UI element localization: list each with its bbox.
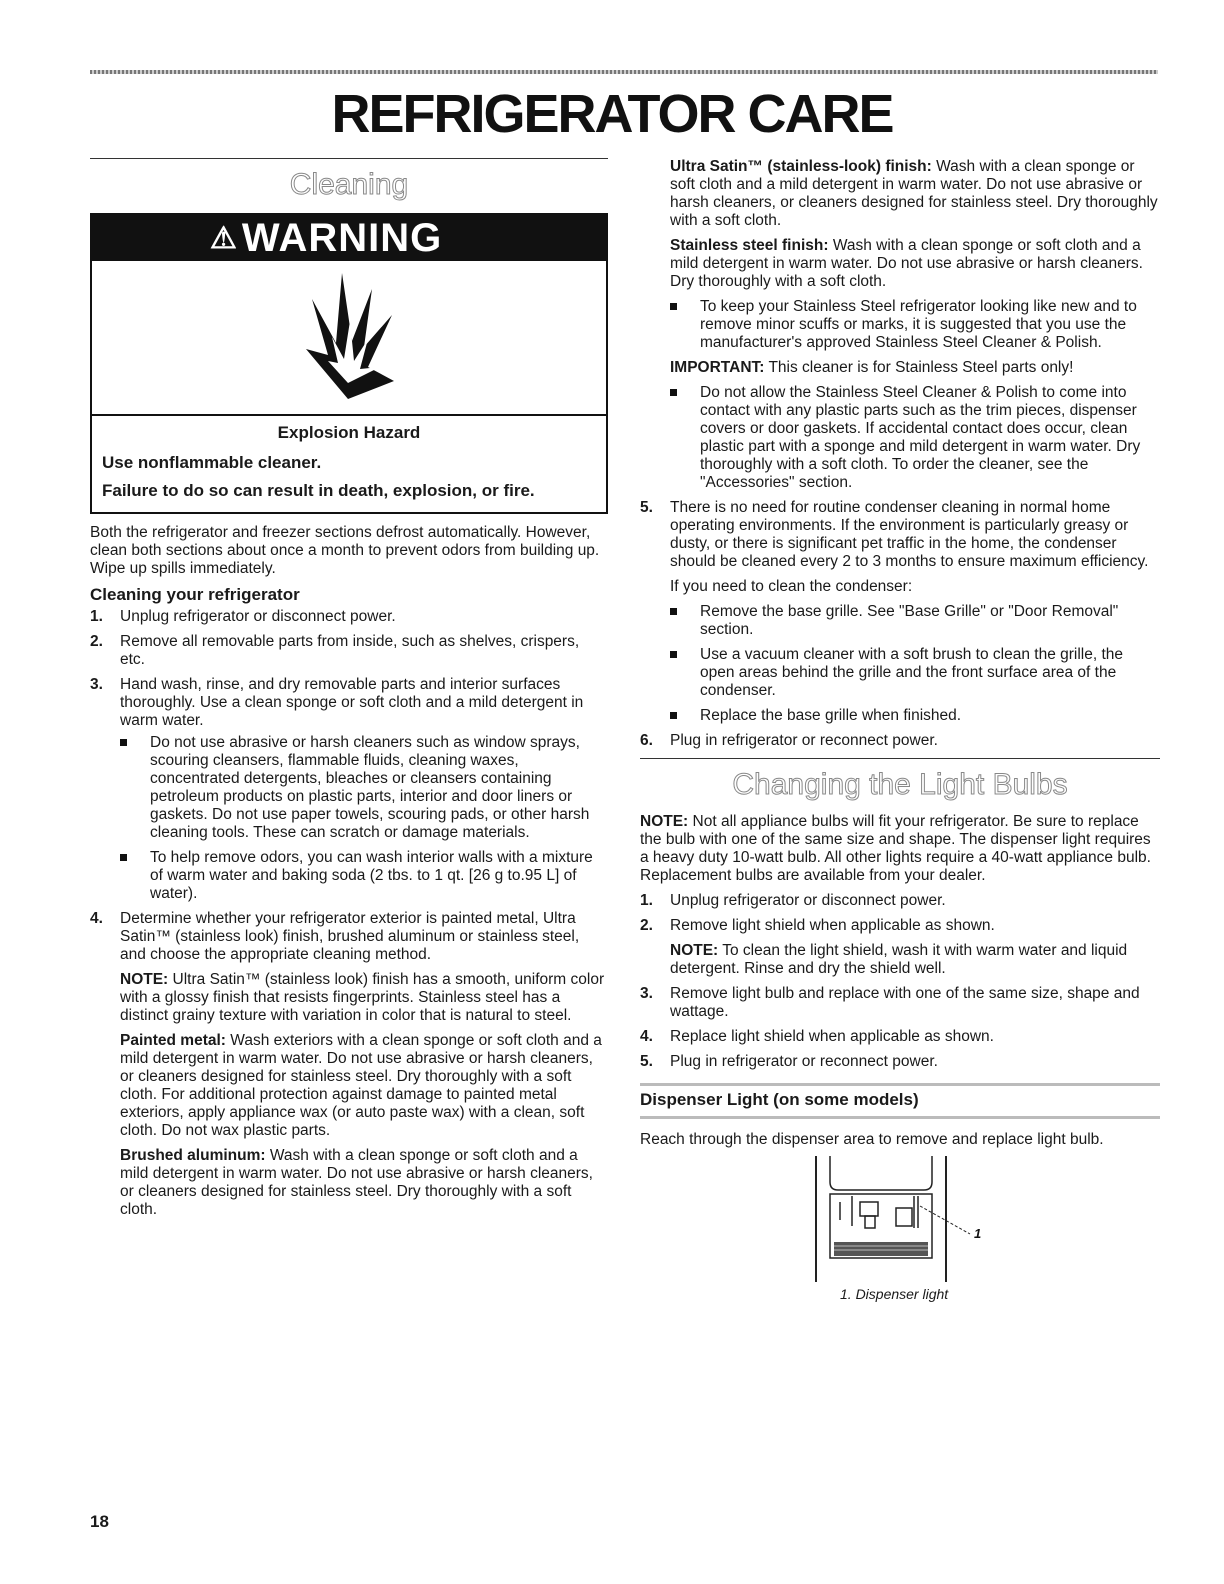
bullet-text: To help remove odors, you can wash interior walls with a mixture of warm water and baking soda (2 tbs. to 1 qt. [26 g to.95 L] of water).: [150, 849, 593, 902]
bullet-icon: [670, 651, 677, 658]
list-item: [670, 707, 1160, 725]
note-text: Not all appliance bulbs will fit your refrigerator. Be sure to replace the bulb with one of the same size and shape. The dispenser light requires a heavy duty 10-watt bulb. All other lights require a 40-watt appliance bulb. Replacement bulbs are available from your dealer.: [640, 813, 1151, 884]
note-label: NOTE:: [120, 971, 169, 988]
warning-text: [92, 416, 606, 512]
step-text: Remove light bulb and replace with one of the same size, shape and wattage.: [670, 985, 1140, 1020]
step-number: 1.: [640, 892, 653, 909]
dispenser-figure: [640, 1156, 1160, 1302]
section-rule: [90, 158, 608, 159]
list-item: [90, 910, 608, 1219]
dispenser-heading: Dispenser Light (on some models): [640, 1083, 1160, 1119]
stainless-label: Stainless steel finish:: [670, 237, 829, 254]
explosion-icon: [298, 271, 398, 401]
section-rule: [640, 758, 1160, 759]
list-item: [120, 849, 608, 903]
hazard-consequence: Failure to do so can result in death, explosion, or fire.: [102, 481, 535, 500]
hazard-instruction: Use nonflammable cleaner.: [102, 453, 322, 472]
bullet-text: Do not use abrasive or harsh cleaners such as window sprays, scouring cleansers, flammable fluids, cleaning waxes, concentrated detergents, bleaches or cleansers containing petroleum products on plastic parts, interior and door liners or gaskets. Do not use paper towels, scouring pads, or other harsh cleaning tools. These can scratch or damage materials.: [150, 734, 590, 841]
brushed-label: Brushed aluminum:: [120, 1147, 266, 1164]
bullet-text: To keep your Stainless Steel refrigerator looking like new and to remove minor scuffs or marks, it is suggested that you use the manufacturer's approved Stainless Steel Cleaner & Polish.: [700, 298, 1137, 351]
step-number: 5.: [640, 499, 653, 516]
cleaning-intro: Both the refrigerator and freezer sections defrost automatically. However, clean both sections about once a month to prevent odors from building up. Wipe up spills immediately.: [90, 524, 600, 577]
stainless-text: Wash with a clean sponge or soft cloth and a mild detergent in warm water. Do not use abrasive or harsh cleaners. Dry thoroughly with a soft cloth.: [670, 237, 1143, 290]
stainless-para: [670, 237, 1160, 291]
bullet-icon: [120, 739, 127, 746]
step-text: Plug in refrigerator or reconnect power.: [670, 1053, 938, 1070]
bullet-icon: [670, 389, 677, 396]
bullet-icon: [670, 608, 677, 615]
note-text: Ultra Satin™ (stainless look) finish has a smooth, uniform color with a glossy finish that resists fingerprints. Stainless steel has a distinct grainy texture with variation in color that is natural to steel.: [120, 971, 605, 1024]
page-title: REFRIGERATOR CARE: [331, 84, 893, 144]
bulbs-note: [640, 813, 1160, 885]
figure-caption: 1. Dispenser light: [840, 1286, 949, 1302]
step-text: Hand wash, rinse, and dry removable parts and interior surfaces thoroughly. Use a clean sponge or soft cloth and a mild detergent in warm water.: [120, 676, 584, 729]
step-number: 2.: [640, 917, 653, 934]
figure-callout: 1: [974, 1226, 982, 1241]
list-item: [640, 158, 1160, 492]
step-text: Replace light shield when applicable as shown.: [670, 1028, 994, 1045]
dispenser-light-illustration: [810, 1156, 990, 1284]
step-text: Plug in refrigerator or reconnect power.: [670, 732, 938, 749]
list-item: [640, 1053, 1160, 1071]
step-number: 3.: [90, 676, 103, 693]
explosion-graphic: [92, 261, 606, 416]
list-item: [670, 646, 1160, 700]
left-column: [90, 158, 608, 1226]
painted-text: Wash exteriors with a clean sponge or soft cloth and a mild detergent in warm water. Do not use abrasive or harsh cleaners, or cleaners designed for stainless steel. Dry thoroughly with a soft cloth. For additional protection against damage to painted metal exteriors, apply appliance wax (or auto paste wax) with a clean, soft cloth. Do not wax plastic parts.: [120, 1032, 602, 1139]
step-text: Remove all removable parts from inside, such as shelves, crispers, etc.: [120, 633, 580, 668]
warning-box: [90, 213, 608, 514]
condenser-intro: If you need to clean the condenser:: [670, 578, 913, 595]
warning-label: WARNING: [241, 215, 443, 260]
hazard-title: Explosion Hazard: [277, 423, 421, 442]
stainless-bullets: [670, 298, 1160, 352]
painted-label: Painted metal:: [120, 1032, 226, 1049]
step-number: 2.: [90, 633, 103, 650]
right-column: [640, 158, 1160, 1302]
ultra-text: Wash with a clean sponge or soft cloth and a mild detergent in warm water. Do not use abrasive or harsh cleaners, or cleaners designed for stainless steel. Dry thoroughly with a soft cloth.: [670, 158, 1158, 229]
ultra-label: Ultra Satin™ (stainless-look) finish:: [670, 158, 932, 175]
ultra-satin-para: [670, 158, 1160, 230]
step-text: Unplug refrigerator or disconnect power.: [670, 892, 946, 909]
step-text: There is no need for routine condenser cleaning in normal home operating environments. If the environment is particularly greasy or dusty, or there is significant pet traffic in the home, the condenser should be cleaned every 2 to 3 months to ensure maximum efficiency.: [670, 499, 1149, 570]
shield-note: [670, 942, 1160, 978]
brushed-text: Wash with a clean sponge or soft cloth and a mild detergent in warm water. Do not use abrasive or harsh cleaners, or cleaners designed for stainless steel. Dry thoroughly with a soft cloth.: [120, 1147, 593, 1218]
note-text: To clean the light shield, wash it with warm water and liquid detergent. Rinse and dry the shield well.: [670, 942, 1128, 977]
bullet-text: Remove the base grille. See "Base Grille" or "Door Removal" section.: [700, 603, 1119, 638]
bullet-icon: [670, 712, 677, 719]
step-number: 4.: [90, 910, 103, 927]
cleaning-heading: Cleaning: [289, 168, 409, 201]
page-number: 18: [90, 1512, 109, 1531]
step-number: 6.: [640, 732, 653, 749]
bullet-icon: [670, 303, 677, 310]
list-item: [670, 603, 1160, 639]
condenser-bullets: [670, 603, 1160, 725]
bullet-text: Replace the base grille when finished.: [700, 707, 962, 724]
bullet-text: Do not allow the Stainless Steel Cleaner & Polish to come into contact with any plastic parts such as the trim pieces, dispenser covers or door gaskets. If accidental contact does occur, clean plastic part with a sponge and mild detergent in warm water. Dry thoroughly with a soft cloth. To order the cleaner, see the "Accessories" section.: [700, 384, 1141, 491]
list-item: [640, 1028, 1160, 1046]
list-item: [90, 676, 608, 903]
cleaning-subheading: Cleaning your refrigerator: [90, 585, 300, 604]
important-label: IMPORTANT:: [670, 359, 765, 376]
list-item: [640, 499, 1160, 725]
top-dotted-rule: [90, 70, 1158, 74]
cleaning-steps: [90, 608, 608, 1219]
list-item: [640, 985, 1160, 1021]
bulbs-heading: Changing the Light Bulbs: [732, 768, 1068, 801]
step-number: 3.: [640, 985, 653, 1002]
list-item: [640, 892, 1160, 910]
dispenser-text: Reach through the dispenser area to remove and replace light bulb.: [640, 1131, 1104, 1148]
brushed-aluminum-para: [120, 1147, 608, 1219]
warning-header: [92, 215, 606, 261]
step-text: Unplug refrigerator or disconnect power.: [120, 608, 396, 625]
step-number: 5.: [640, 1053, 653, 1070]
note-label: NOTE:: [640, 813, 689, 830]
list-item: [120, 734, 608, 842]
step-text: Remove light shield when applicable as shown.: [670, 917, 995, 934]
cleaning-steps-continued: [640, 158, 1160, 750]
step3-bullets: [120, 734, 608, 903]
warning-triangle-icon: ⚠: [210, 221, 238, 255]
important-para: [670, 359, 1160, 377]
list-item: [640, 917, 1160, 978]
list-item: [90, 608, 608, 626]
important-bullets: [670, 384, 1160, 492]
bulb-steps: [640, 892, 1160, 1071]
step-text: Determine whether your refrigerator exterior is painted metal, Ultra Satin™ (stainless look) finish, brushed aluminum or stainless steel, and choose the appropriate cleaning method.: [120, 910, 580, 963]
list-item: [670, 384, 1160, 492]
step-number: 1.: [90, 608, 103, 625]
note-label: NOTE:: [670, 942, 719, 959]
bullet-text: Use a vacuum cleaner with a soft brush to clean the grille, the open areas behind the grille and the front surface area of the condenser.: [700, 646, 1124, 699]
painted-metal-para: [120, 1032, 608, 1140]
step-number: 4.: [640, 1028, 653, 1045]
finish-note: [120, 971, 608, 1025]
bullet-icon: [120, 854, 127, 861]
list-item: [640, 732, 1160, 750]
list-item: [90, 633, 608, 669]
important-text: This cleaner is for Stainless Steel parts only!: [768, 359, 1074, 376]
list-item: [670, 298, 1160, 352]
